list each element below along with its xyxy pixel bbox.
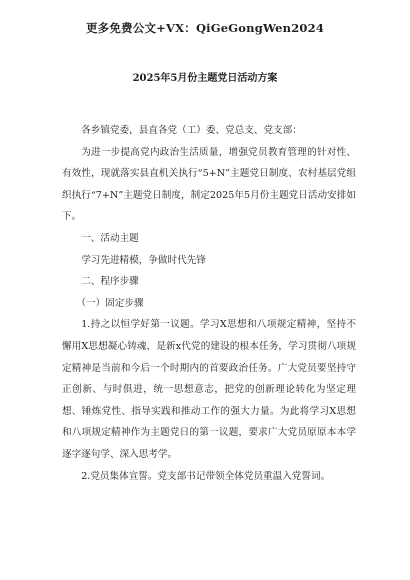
theme-text: 学习先进精模，争做时代先锋 — [81, 254, 206, 266]
item-1-paragraph: 1.持之以恒学好第一议题。学习X思想和八项规定精神，坚持不懈用X思想凝心铸魂，是新x代党的建设的根本任务，学习贯彻八项规定精神是当前和今后一个时期内的首要政治任务。广大党员要坚持守正创新、与时俱进，统一思想意志，把党的创新理论转化为坚定理想、锤炼党性、指导实践和推动工作的强大力量。为此将学习X思想和八项规定精神作为主题党日的第一议题，要求广大党员原原本本学逐字逐句学、深入思考学。 — [62, 319, 356, 460]
section-heading-1: 一、活动主题 — [81, 232, 139, 244]
document-title: 2025年5月份主题党日活动方案 — [132, 73, 278, 84]
subsection-heading-1: （一）固定步骤 — [76, 297, 144, 309]
salutation: 各乡镇党委，县直各党（工）委、党总支、党支部： — [81, 125, 302, 136]
item-2-paragraph: 2.党员集体宣誓。党支部书记带领全体党员重温入党誓词。 — [81, 470, 331, 482]
intro-paragraph: 为进一步提高党内政治生活质量，增强党员教育管理的针对性、有效性，现就落实县直机关执行“5+N”主题党日制度、农村基层党组织执行“7+N”主题党日制度，制定2025年5月份主题党日活动安排如下。 — [62, 146, 356, 223]
document-body — [62, 120, 356, 487]
header-banner: 更多免费公文+VX：QiGeGongWen2024 — [85, 21, 325, 35]
section-heading-2: 二、程序步骤 — [81, 276, 139, 288]
